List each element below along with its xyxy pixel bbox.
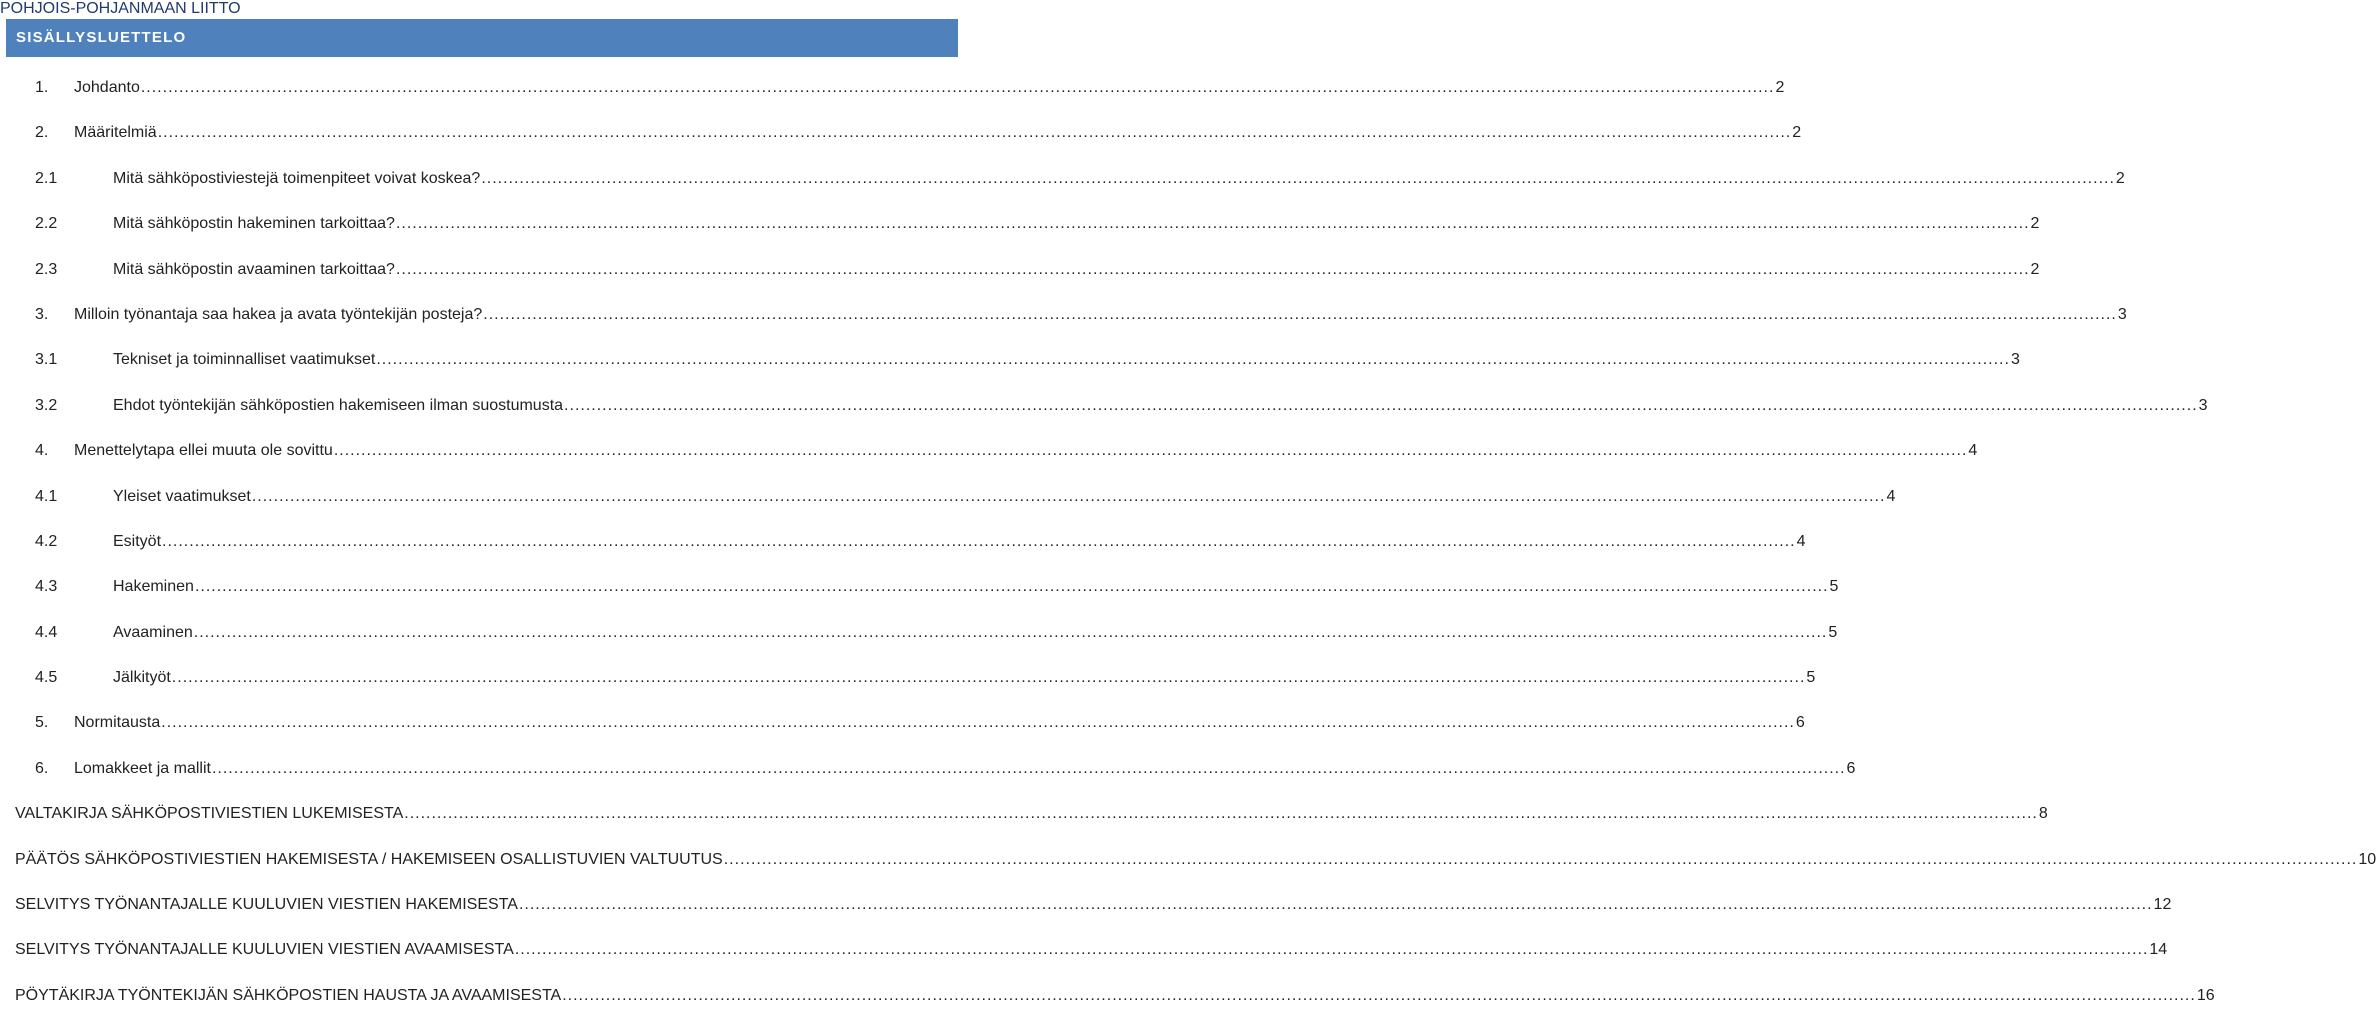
- toc-heading: SISÄLLYSLUETTELO: [6, 19, 958, 57]
- toc-entry-page: 3: [2117, 305, 2127, 323]
- toc-entry-page: 2: [2115, 169, 2125, 187]
- toc-list: [0, 65, 2376, 1018]
- toc-entry-number: 6.: [35, 759, 49, 777]
- toc-entry-number: 2.2: [35, 215, 58, 233]
- toc-entry-page: 4: [1796, 532, 1806, 550]
- toc-entry-number: 4.1: [35, 487, 58, 505]
- toc-leader-dots: [195, 564, 1829, 609]
- toc-entry-selvitys-hakeminen[interactable]: [0, 882, 2172, 927]
- toc-entry-title: Hakeminen: [113, 578, 194, 596]
- toc-entry-poytakirja[interactable]: [0, 973, 2215, 1018]
- toc-entry-page: 5: [1829, 578, 1839, 596]
- toc-leader-dots: [194, 610, 1828, 655]
- toc-entry-title: Johdanto: [74, 79, 140, 96]
- toc-entry-page: 14: [2149, 941, 2168, 959]
- toc-entry-title: Lomakkeet ja mallit: [74, 759, 211, 777]
- toc-entry-title: PÄÄTÖS SÄHKÖPOSTIVIESTIEN HAKEMISESTA / HAKEMISEEN OSALLISTUVIEN VALTUUTUS: [15, 850, 723, 868]
- toc-leader-dots: [564, 383, 2198, 428]
- toc-entry-1[interactable]: [0, 65, 1785, 110]
- toc-entry-title: Menettelytapa ellei muuta ole sovittu: [74, 442, 333, 460]
- toc-entry-number: 4.5: [35, 669, 58, 687]
- toc-entry-page: 5: [1828, 623, 1838, 641]
- toc-leader-dots: [376, 337, 2010, 382]
- toc-leader-dots: [404, 791, 2038, 836]
- toc-leader-dots: [519, 882, 2153, 927]
- toc-leader-dots: [161, 700, 1795, 745]
- toc-entry-number: 4.3: [35, 578, 58, 596]
- toc-entry-page: 8: [2038, 805, 2048, 823]
- toc-entry-6[interactable]: [0, 746, 1856, 791]
- toc-entry-number: 5.: [35, 714, 49, 732]
- toc-entry-title: Jälkityöt: [113, 669, 171, 687]
- toc-entry-page: 6: [1795, 714, 1805, 732]
- toc-leader-dots: [396, 247, 2030, 292]
- toc-leader-dots: [562, 973, 2196, 1018]
- toc-entry-number: 3.: [35, 305, 49, 323]
- toc-leader-dots: [515, 927, 2149, 972]
- toc-leader-dots: [724, 837, 2358, 882]
- toc-entry-4-3[interactable]: [0, 564, 1839, 609]
- toc-entry-number: 4.2: [35, 532, 58, 550]
- toc-entry-page: 4: [1886, 487, 1896, 505]
- toc-entry-page: 2: [1792, 124, 1802, 142]
- toc-entry-page: 5: [1806, 669, 1816, 687]
- toc-entry-page: 4: [1968, 442, 1978, 460]
- toc-entry-number: 1.: [35, 79, 49, 96]
- toc-entry-number: 4.: [35, 442, 49, 460]
- toc-entry-title: Esityöt: [113, 532, 162, 550]
- toc-entry-selvitys-avaaminen[interactable]: [0, 927, 2168, 972]
- toc-entry-paatos[interactable]: [0, 837, 2376, 882]
- toc-entry-page: 2: [1775, 79, 1785, 96]
- toc-entry-page: 12: [2153, 896, 2172, 914]
- toc-leader-dots: [252, 474, 1886, 519]
- toc-entry-4[interactable]: [0, 428, 1978, 473]
- toc-entry-title: Avaaminen: [113, 623, 193, 641]
- toc-leader-dots: [212, 746, 1846, 791]
- toc-entry-page: 6: [1846, 759, 1856, 777]
- toc-entry-number: 2.1: [35, 169, 58, 187]
- toc-entry-3-1[interactable]: [0, 337, 2020, 382]
- toc-leader-dots: [158, 110, 1792, 155]
- toc-entry-3-2[interactable]: [0, 383, 2208, 428]
- toc-leader-dots: [396, 201, 2030, 246]
- toc-leader-dots: [162, 519, 1796, 564]
- toc-entry-title: Milloin työnantaja saa hakea ja avata työntekijän posteja?: [74, 305, 483, 323]
- toc-entry-number: 2.3: [35, 260, 58, 278]
- toc-entry-4-5[interactable]: [0, 655, 1816, 700]
- toc-entry-title: Mitä sähköpostiviestejä toimenpiteet voivat koskea?: [113, 169, 481, 187]
- toc-entry-page: 2: [2030, 215, 2040, 233]
- toc-entry-title: Ehdot työntekijän sähköpostien hakemiseen ilman suostumusta: [113, 396, 564, 414]
- toc-leader-dots: [483, 292, 2117, 337]
- toc-entry-valtakirja[interactable]: [0, 791, 2048, 836]
- toc-entry-4-4[interactable]: [0, 610, 1838, 655]
- toc-entry-2[interactable]: [0, 110, 1802, 155]
- organization-name: POHJOIS-POHJANMAAN LIITTO: [0, 0, 241, 17]
- toc-entry-title: VALTAKIRJA SÄHKÖPOSTIVIESTIEN LUKEMISESTA: [15, 805, 404, 823]
- toc-entry-title: Tekniset ja toiminnalliset vaatimukset: [113, 351, 376, 369]
- toc-entry-page: 2: [2030, 260, 2040, 278]
- toc-entry-title: Mitä sähköpostin avaaminen tarkoittaa?: [113, 260, 395, 278]
- toc-entry-4-2[interactable]: [0, 519, 1806, 564]
- toc-entry-page: 10: [2358, 850, 2376, 868]
- toc-entry-title: Normitausta: [74, 714, 161, 732]
- toc-entry-4-1[interactable]: [0, 474, 1896, 519]
- toc-leader-dots: [481, 156, 2115, 201]
- toc-entry-page: 16: [2196, 986, 2215, 1004]
- toc-entry-title: Yleiset vaatimukset: [113, 487, 251, 505]
- toc-entry-page: 3: [2198, 396, 2208, 414]
- toc-entry-title: Määritelmiä: [74, 124, 157, 142]
- toc-entry-title: PÖYTÄKIRJA TYÖNTEKIJÄN SÄHKÖPOSTIEN HAUSTA JA AVAAMISESTA: [15, 986, 562, 1004]
- toc-entry-2-1[interactable]: [0, 156, 2125, 201]
- toc-entry-number: 2.: [35, 124, 49, 142]
- toc-entry-3[interactable]: [0, 292, 2127, 337]
- toc-leader-dots: [334, 428, 1968, 473]
- toc-entry-page: 3: [2010, 351, 2020, 369]
- toc-entry-2-3[interactable]: [0, 247, 2040, 292]
- toc-entry-2-2[interactable]: [0, 201, 2040, 246]
- toc-entry-title: SELVITYS TYÖNANTAJALLE KUULUVIEN VIESTIEN AVAAMISESTA: [15, 941, 514, 959]
- toc-entry-number: 3.1: [35, 351, 58, 369]
- toc-entry-number: 4.4: [35, 623, 58, 641]
- toc-entry-title: SELVITYS TYÖNANTAJALLE KUULUVIEN VIESTIEN HAKEMISESTA: [15, 896, 518, 914]
- toc-entry-title: Mitä sähköpostin hakeminen tarkoittaa?: [113, 215, 395, 233]
- toc-entry-5[interactable]: [0, 700, 1805, 745]
- toc-leader-dots: [172, 655, 1806, 700]
- toc-entry-number: 3.2: [35, 396, 58, 414]
- toc-leader-dots: [141, 65, 1775, 110]
